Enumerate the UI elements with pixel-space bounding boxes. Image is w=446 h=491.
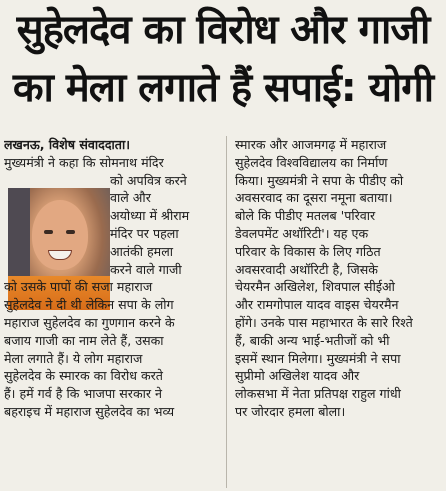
body-line: लोकसभा में नेता प्रतिपक्ष राहुल गांधी: [235, 386, 401, 402]
body-line: हैं, बाकी अन्य भाई-भतीजों को भी: [235, 332, 390, 348]
body-line: को अपवित्र करने: [110, 172, 187, 188]
body-line: महाराज सुहेलदेव का गुणगान करने के: [4, 314, 175, 330]
body-line: होंगे। उनके पास महाभारत के सारे रिश्ते: [235, 314, 413, 330]
body-line: मंदिर पर पहला: [110, 225, 179, 241]
body-line: अवसरवादी अथॉरिटी है, जिसके: [235, 261, 378, 277]
article-column-right: [235, 136, 441, 421]
body-line: डेवलपमेंट अथॉरिटी'। यह एक: [235, 225, 369, 241]
body-line: चेयरमैन अखिलेश, शिवपाल सीईओ: [235, 279, 395, 295]
body-line: बोले कि पीडीए मतलब 'परिवार: [235, 208, 376, 224]
article-column-left: [4, 136, 218, 421]
body-line: इसमें स्थान मिलेगा। मुख्यमंत्री ने सपा: [235, 350, 401, 366]
body-line: बहराइच में महाराज सुहेलदेव का भव्य: [4, 403, 175, 419]
body-line: मुख्यमंत्री ने कहा कि सोमनाथ मंदिर: [4, 154, 164, 170]
body-line: और रामगोपाल यादव वाइस चेयरमैन: [235, 297, 399, 313]
body-line: पर जोरदार हमला बोला।: [235, 403, 346, 419]
headline-line-1: सुहेलदेव का विरोध और गाजी: [16, 7, 430, 53]
body-line: सुहेलदेव ने दी थी लेकिन सपा के लोग: [4, 297, 174, 313]
body-line: सुप्रीमो अखिलेश यादव और: [235, 368, 360, 384]
body-line: वाले और: [110, 190, 151, 206]
body-line: करने वाले गाजी: [110, 261, 182, 277]
body-line: मेला लगाते हैं। ये लोग महाराज: [4, 350, 143, 366]
column-divider: [226, 136, 227, 488]
body-line: आतंकी हमला: [110, 243, 174, 259]
headline-line-2: का मेला लगाते हैं सपाई: योगी: [12, 65, 434, 111]
body-line: अवसरवाद का दूसरा नमूना बताया।: [235, 190, 393, 206]
body-line: को उसके पापों की सजा महाराज: [4, 279, 153, 295]
body-line: परिवार के विकास के लिए गठित: [235, 243, 381, 259]
body-line: अयोध्या में श्रीराम: [110, 208, 190, 224]
body-line: किया। मुख्यमंत्री ने सपा के पीडीए को: [235, 172, 404, 188]
body-line: हैं। हमें गर्व है कि भाजपा सरकार ने: [4, 386, 163, 402]
body-line: सुहेलदेव के स्मारक का विरोध करते: [4, 368, 163, 384]
body-line: सुहेलदेव विश्वविद्यालय का निर्माण: [235, 154, 388, 170]
body-line: स्मारक और आजमगढ़ में महाराज: [235, 137, 387, 152]
body-line: बजाय गाजी का नाम लेते हैं, उसका: [4, 332, 164, 348]
dateline: लखनऊ, विशेष संवाददाता।: [4, 137, 131, 152]
